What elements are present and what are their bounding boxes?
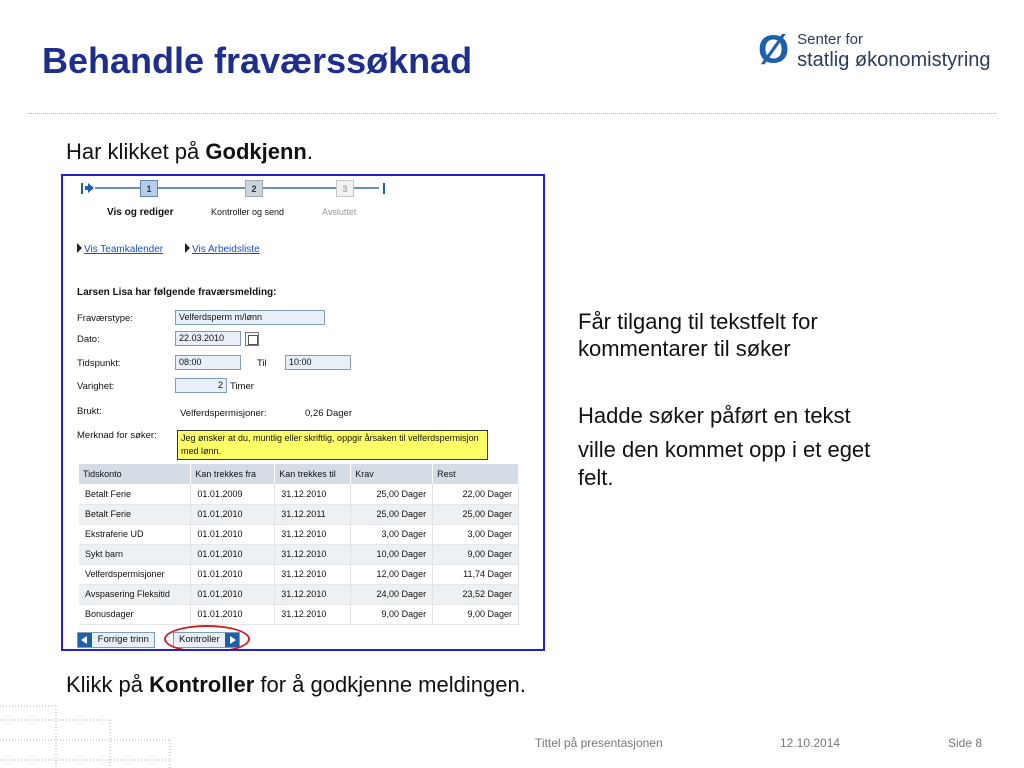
logo-mark: Ø	[758, 28, 790, 72]
teamkalender-link[interactable]: Vis Teamkalender	[77, 243, 163, 255]
col-header[interactable]: Kan trekkes fra	[191, 464, 275, 484]
merknad-label: Merknad for søker:	[77, 430, 157, 441]
arbeidsliste-link[interactable]: Vis Arbeidsliste	[185, 243, 260, 255]
step-1-box[interactable]: 1	[140, 180, 158, 197]
table-row[interactable]: Ekstraferie UD 01.01.2010 31.12.2010 3,00 Dager 3,00 Dager	[79, 524, 519, 544]
caret-right-icon	[77, 243, 82, 253]
varighet-label: Varighet:	[77, 381, 115, 392]
highlight-circle	[164, 625, 250, 651]
merknad-textarea[interactable]: Jeg ønsker at du, muntlig eller skriftlig, oppgir årsaken til velferdspermisjon med lønn.	[177, 430, 488, 460]
col-header[interactable]: Rest	[433, 464, 519, 484]
previous-step-button[interactable]: Forrige trinn	[77, 632, 155, 648]
brukt-value: 0,26 Dager	[305, 408, 353, 419]
note-line: Hadde søker påført en tekst	[578, 403, 851, 428]
step-3-box: 3	[336, 180, 354, 197]
outro-text: Klikk på Kontroller for å godkjenne meldingen.	[66, 672, 526, 697]
note-line: kommentarer til søker	[578, 336, 791, 361]
til-label: Til	[257, 358, 267, 369]
last-step-icon	[375, 183, 385, 194]
table-row[interactable]: Betalt Ferie 01.01.2010 31.12.2011 25,00 Dager 25,00 Dager	[79, 504, 519, 524]
tidspunkt-from-field[interactable]: 08:00	[175, 355, 241, 370]
col-header[interactable]: Tidskonto	[79, 464, 191, 484]
tidspunkt-label: Tidspunkt:	[77, 358, 121, 369]
note-line: felt.	[578, 465, 614, 490]
table-row[interactable]: Velferdspermisjoner 01.01.2010 31.12.2010 12,00 Dager 11,74 Dager	[79, 564, 519, 584]
kontroller-button[interactable]: Kontroller	[173, 632, 240, 648]
step-3-label: Avsluttet	[322, 207, 357, 217]
tidspunkt-to-field[interactable]: 10:00	[285, 355, 351, 370]
fravaerstype-field[interactable]: Velferdsperm m/lønn	[175, 310, 325, 325]
table-header-row	[79, 464, 519, 484]
form-heading: Larsen Lisa har følgende fraværsmelding:	[77, 287, 277, 298]
app-screenshot	[61, 174, 545, 651]
brukt-label: Brukt:	[77, 406, 102, 417]
calendar-icon[interactable]	[245, 332, 259, 346]
timer-label: Timer	[230, 381, 254, 392]
caret-right-icon	[185, 243, 190, 253]
note-line: Får tilgang til tekstfelt for	[578, 309, 818, 334]
dato-label: Dato:	[77, 334, 100, 345]
table-row[interactable]: Betalt Ferie 01.01.2009 31.12.2010 25,00 Dager 22,00 Dager	[79, 484, 519, 504]
tidskonto-table	[79, 464, 519, 625]
logo	[758, 30, 991, 70]
step-1-label: Vis og rediger	[107, 207, 174, 218]
footer-title: Tittel på presentasjonen	[535, 736, 663, 750]
table-row[interactable]: Sykt barn 01.01.2010 31.12.2010 10,00 Dager 9,00 Dager	[79, 544, 519, 564]
brukt-type: Velferdspermisjoner:	[180, 408, 267, 419]
divider	[28, 113, 996, 114]
arrow-left-icon	[78, 633, 92, 647]
decorative-grid	[0, 700, 180, 768]
footer-date: 12.10.2014	[780, 736, 841, 750]
note-line: ville den kommet opp i et eget	[578, 437, 871, 462]
slide-title: Behandle fraværssøknad	[42, 40, 473, 81]
fravaerstype-label: Fraværstype:	[77, 313, 133, 324]
logo-line1: Senter for	[797, 31, 863, 48]
step-2-label: Kontroller og send	[211, 207, 285, 217]
varighet-field[interactable]: 2	[175, 378, 227, 393]
first-step-icon[interactable]	[81, 183, 93, 194]
footer-page-number: Side 8	[948, 736, 983, 750]
dato-field[interactable]: 22.03.2010	[175, 331, 241, 346]
table-row[interactable]: Avspasering Fleksitid 01.01.2010 31.12.2010 24,00 Dager 23,52 Dager	[79, 584, 519, 604]
intro-text: Har klikket på Godkjenn.	[66, 139, 313, 164]
logo-line2: statlig økonomistyring	[797, 49, 991, 71]
col-header[interactable]: Krav	[351, 464, 433, 484]
step-2-box[interactable]: 2	[245, 180, 263, 197]
table-row[interactable]: Bonusdager 01.01.2010 31.12.2010 9,00 Dager 9,00 Dager	[79, 604, 519, 624]
col-header[interactable]: Kan trekkes til	[275, 464, 351, 484]
